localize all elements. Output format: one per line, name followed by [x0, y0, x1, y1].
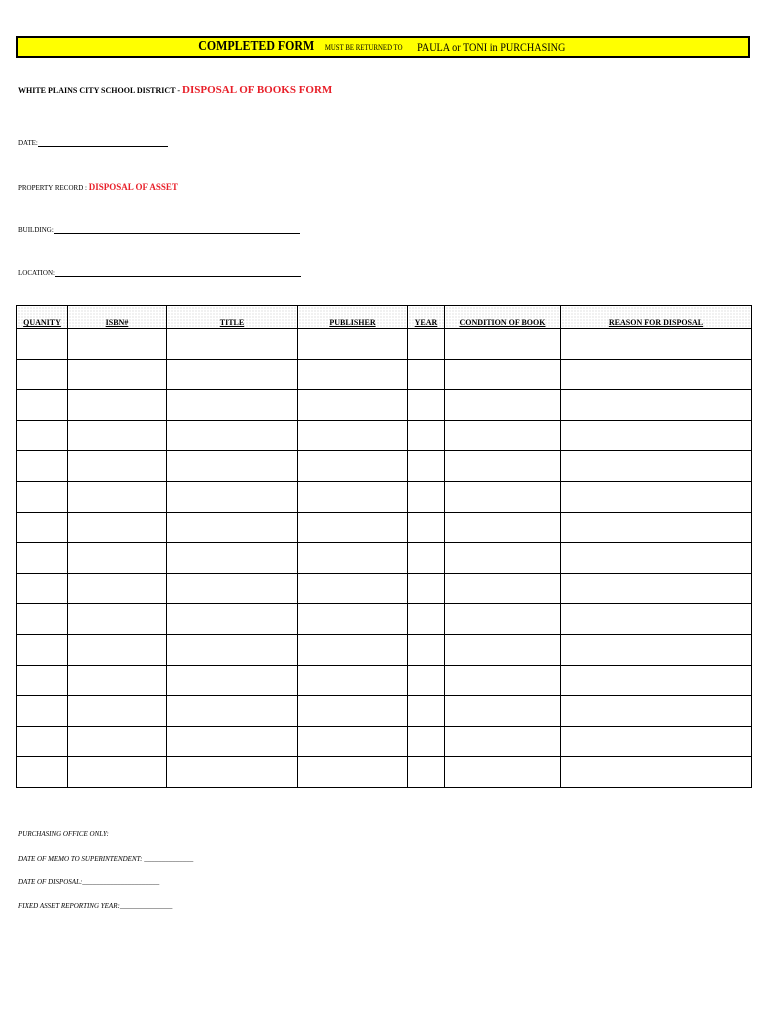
cell-quanity[interactable]: [17, 512, 68, 543]
cell-quanity[interactable]: [17, 726, 68, 757]
location-field[interactable]: [18, 269, 301, 277]
cell-quanity[interactable]: [17, 604, 68, 635]
cell-isbn[interactable]: [68, 757, 167, 788]
table-row: [17, 726, 752, 757]
table-row: [17, 634, 752, 665]
cell-publisher[interactable]: [298, 329, 408, 360]
header-isbn: ISBN#: [68, 306, 167, 329]
cell-reason[interactable]: [561, 696, 752, 727]
cell-title[interactable]: [167, 420, 298, 451]
return-instructions-banner: [16, 36, 750, 58]
table-row: [17, 696, 752, 727]
header-year: YEAR: [408, 306, 445, 329]
cell-year[interactable]: [408, 726, 445, 757]
cell-condition[interactable]: [445, 390, 561, 421]
cell-quanity[interactable]: [17, 359, 68, 390]
banner-must-be-returned: MUST BE RETURNED TO: [325, 42, 403, 52]
cell-title[interactable]: [167, 329, 298, 360]
cell-year[interactable]: [408, 757, 445, 788]
table-row: [17, 604, 752, 635]
cell-condition[interactable]: [445, 512, 561, 543]
cell-isbn[interactable]: [68, 451, 167, 482]
cell-condition[interactable]: [445, 481, 561, 512]
date-line[interactable]: [38, 146, 168, 147]
cell-condition[interactable]: [445, 604, 561, 635]
form-header: [18, 84, 332, 96]
building-line[interactable]: [54, 233, 300, 234]
cell-title[interactable]: [167, 359, 298, 390]
cell-publisher[interactable]: [298, 757, 408, 788]
header-condition: CONDITION OF BOOK: [445, 306, 561, 329]
disposal-date-field[interactable]: DATE OF DISPOSAL:______________________: [18, 878, 160, 886]
cell-reason[interactable]: [561, 757, 752, 788]
header-quanity: QUANITY: [17, 306, 68, 329]
cell-publisher[interactable]: [298, 390, 408, 421]
table-row: [17, 757, 752, 788]
cell-publisher[interactable]: [298, 696, 408, 727]
cell-isbn[interactable]: [68, 696, 167, 727]
form-title: DISPOSAL OF BOOKS FORM: [182, 84, 333, 96]
cell-reason[interactable]: [561, 451, 752, 482]
cell-condition[interactable]: [445, 757, 561, 788]
cell-isbn[interactable]: [68, 634, 167, 665]
cell-title[interactable]: [167, 481, 298, 512]
cell-title[interactable]: [167, 543, 298, 574]
property-record-value: DISPOSAL OF ASSET: [88, 182, 178, 192]
cell-year[interactable]: [408, 573, 445, 604]
cell-isbn[interactable]: [68, 329, 167, 360]
cell-publisher[interactable]: [298, 604, 408, 635]
cell-year[interactable]: [408, 359, 445, 390]
cell-year[interactable]: [408, 634, 445, 665]
cell-reason[interactable]: [561, 665, 752, 696]
cell-publisher[interactable]: [298, 726, 408, 757]
cell-quanity[interactable]: [17, 573, 68, 604]
cell-condition[interactable]: [445, 451, 561, 482]
cell-reason[interactable]: [561, 329, 752, 360]
cell-year[interactable]: [408, 512, 445, 543]
cell-publisher[interactable]: [298, 359, 408, 390]
cell-publisher[interactable]: [298, 512, 408, 543]
cell-title[interactable]: [167, 665, 298, 696]
cell-reason[interactable]: [561, 573, 752, 604]
cell-publisher[interactable]: [298, 665, 408, 696]
cell-reason[interactable]: [561, 604, 752, 635]
cell-year[interactable]: [408, 696, 445, 727]
cell-isbn[interactable]: [68, 543, 167, 574]
table-row: [17, 573, 752, 604]
cell-quanity[interactable]: [17, 329, 68, 360]
cell-quanity[interactable]: [17, 390, 68, 421]
reporting-year-field[interactable]: FIXED ASSET REPORTING YEAR:_______________: [18, 902, 173, 910]
cell-title[interactable]: [167, 634, 298, 665]
cell-isbn[interactable]: [68, 481, 167, 512]
cell-year[interactable]: [408, 604, 445, 635]
table-row: [17, 390, 752, 421]
cell-year[interactable]: [408, 481, 445, 512]
cell-quanity[interactable]: [17, 481, 68, 512]
cell-publisher[interactable]: [298, 543, 408, 574]
cell-condition[interactable]: [445, 726, 561, 757]
table-row: [17, 420, 752, 451]
cell-title[interactable]: [167, 573, 298, 604]
cell-title[interactable]: [167, 604, 298, 635]
cell-quanity[interactable]: [17, 543, 68, 574]
cell-reason[interactable]: [561, 390, 752, 421]
table-row: [17, 451, 752, 482]
cell-condition[interactable]: [445, 634, 561, 665]
cell-isbn[interactable]: [68, 359, 167, 390]
cell-condition[interactable]: [445, 573, 561, 604]
cell-reason[interactable]: [561, 512, 752, 543]
cell-reason[interactable]: [561, 726, 752, 757]
cell-isbn[interactable]: [68, 726, 167, 757]
cell-title[interactable]: [167, 451, 298, 482]
cell-quanity[interactable]: [17, 696, 68, 727]
banner-completed-form: COMPLETED FORM: [198, 39, 315, 54]
district-name: WHITE PLAINS CITY SCHOOL DISTRICT -: [18, 86, 183, 95]
cell-quanity[interactable]: [17, 634, 68, 665]
cell-condition[interactable]: [445, 359, 561, 390]
header-reason: REASON FOR DISPOSAL: [561, 306, 752, 329]
table-row: [17, 512, 752, 543]
cell-publisher[interactable]: [298, 451, 408, 482]
banner-recipients: PAULA or TONI in PURCHASING: [416, 39, 566, 54]
building-field[interactable]: [18, 226, 300, 234]
cell-year[interactable]: [408, 543, 445, 574]
memo-date-field[interactable]: DATE OF MEMO TO SUPERINTENDENT: ______________: [18, 855, 194, 863]
location-line[interactable]: [55, 276, 301, 277]
location-label: LOCATION:: [18, 269, 55, 277]
cell-quanity[interactable]: [17, 665, 68, 696]
cell-publisher[interactable]: [298, 420, 408, 451]
property-record-label: PROPERTY RECORD :: [18, 184, 89, 192]
cell-publisher[interactable]: [298, 634, 408, 665]
cell-condition[interactable]: [445, 420, 561, 451]
cell-quanity[interactable]: [17, 757, 68, 788]
cell-condition[interactable]: [445, 665, 561, 696]
header-publisher: PUBLISHER: [298, 306, 408, 329]
cell-year[interactable]: [408, 420, 445, 451]
date-label: DATE:: [18, 139, 38, 147]
table-row: [17, 543, 752, 574]
cell-reason[interactable]: [561, 420, 752, 451]
cell-condition[interactable]: [445, 329, 561, 360]
table-row: [17, 481, 752, 512]
cell-isbn[interactable]: [68, 390, 167, 421]
purchasing-office-heading: PURCHASING OFFICE ONLY:: [18, 830, 109, 838]
cell-reason[interactable]: [561, 543, 752, 574]
cell-title[interactable]: [167, 512, 298, 543]
cell-reason[interactable]: [561, 481, 752, 512]
cell-quanity[interactable]: [17, 451, 68, 482]
building-label: BUILDING:: [18, 226, 54, 234]
cell-isbn[interactable]: [68, 512, 167, 543]
books-table: [16, 305, 752, 788]
header-title: TITLE: [167, 306, 298, 329]
cell-publisher[interactable]: [298, 481, 408, 512]
cell-condition[interactable]: [445, 543, 561, 574]
table-row: [17, 359, 752, 390]
cell-reason[interactable]: [561, 359, 752, 390]
date-field[interactable]: [18, 139, 168, 147]
table-row: [17, 329, 752, 360]
property-record-field: [18, 182, 178, 192]
cell-year[interactable]: [408, 390, 445, 421]
cell-title[interactable]: [167, 696, 298, 727]
cell-year[interactable]: [408, 451, 445, 482]
cell-title[interactable]: [167, 757, 298, 788]
cell-condition[interactable]: [445, 696, 561, 727]
cell-year[interactable]: [408, 665, 445, 696]
cell-quanity[interactable]: [17, 420, 68, 451]
cell-isbn[interactable]: [68, 604, 167, 635]
cell-isbn[interactable]: [68, 573, 167, 604]
cell-title[interactable]: [167, 390, 298, 421]
table-row: [17, 665, 752, 696]
cell-isbn[interactable]: [68, 665, 167, 696]
cell-reason[interactable]: [561, 634, 752, 665]
cell-title[interactable]: [167, 726, 298, 757]
cell-isbn[interactable]: [68, 420, 167, 451]
cell-year[interactable]: [408, 329, 445, 360]
cell-publisher[interactable]: [298, 573, 408, 604]
table-header-row: [17, 306, 752, 329]
